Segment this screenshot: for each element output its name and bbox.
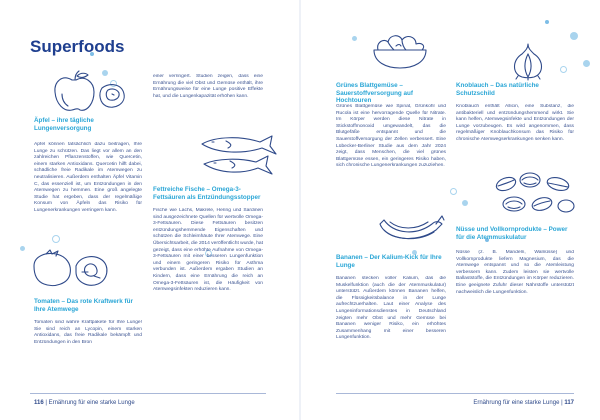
- decor-dot: [560, 66, 567, 73]
- footer-rule-right: [336, 393, 574, 394]
- salad-bowl-icon: [370, 30, 430, 70]
- decor-dot: [583, 60, 590, 67]
- garlic-icon: [506, 40, 550, 80]
- section-heading-gruen: Grünes Blattgemüse – Sauerstoffversorgung auf Hochtouren: [336, 82, 413, 105]
- apple-icon: [52, 70, 130, 114]
- decor-dot: [545, 20, 549, 24]
- footer-separator: |: [561, 400, 565, 406]
- decor-dot: [20, 246, 25, 251]
- bananas-icon: [376, 210, 448, 246]
- section-text-gruen: Grünes Blattgemüse wie Spinat, Grünkohl und Rucola ist eine hervorragende Quelle für Nitrate. Im Körper werden diese Nitrate in Stickstoffmonoxid umgewandelt, das die Blutgefäße entspannt und die Sauerstoffversorgung der Zellen verbessert. Eine Lübecker-Berliner Studie aus dem Jahr 2024 zeigt, dass Menschen, die viel grünes Blattgemüse essen, ein geringeres Risiko haben, sich chronische Lungenerkrankungen zuzuziehen.: [336, 104, 446, 169]
- decor-dot: [462, 200, 468, 206]
- footer-rule-left: [30, 393, 266, 394]
- section-text-knoblauch: Knoblauch enthält Allicin, eine Substanz, die antibakteriell und entzündungshemmend wirkt. Sie kann helfen, Atemwegsinfekte und Entzündungen der Lunge vorzubeugen. Es wird angenommen, dass regelmäßiger Knoblauchkonsum das Risiko für chronische Atemwegserkrankungen senken kann.: [456, 104, 574, 142]
- page-title: Superfoods: [30, 37, 125, 56]
- section-text-tomaten: Tomaten sind wahre Kraftpakete für Ihre Lunge! Sie sind reich an Lycopin, einem starken Antioxidans, das freie Radikale bekämpft und Entzündungen in den Bron: [34, 320, 142, 345]
- section-text-continued: einer verringert. Studien zeigen, dass eine Ernährung die viel Obst und Gemüse enthält, ihre Ernährungsweise für eine Lunge positive Effekte hat, und die Lungenkapazität erhöhen kann.: [153, 74, 263, 99]
- decor-dot: [450, 188, 457, 195]
- section-text-fisch: Fische wie Lachs, Makrele, Hering und Sardinen sind ausgezeichnete Quellen für wertvolle Omega-3-Fettsäuren. Diese Fettsäuren besitzen entzündungshemmende Eigenschaften und schützen die Schleimhäute Ihrer Atemwege. Eine Übersichtsarbeit, die 2014 veröffentlicht wurde, hat gezeigt, dass eine erhöhte Aufnahme von Omega-3-Fettsäuren mit einer besseren Lungenfunktion und einem geringeren Risiko für Asthma verbunden ist. Außerdem ergaben Studien an Kindern, dass eine Ernährung die reich an Omega-3-Fettsäuren ist, die Häufigkeit von Atemwegsinfekten reduzieren kann.: [153, 208, 263, 293]
- section-text-nuesse: Nüsse (z. B. Mandeln, Walnüsse) und Vollkornprodukte liefern Magnesium, das die Atemwege entspannt und so die Atemleistung verbessern kann. Zudem leisten sie wertvolle Ballaststoffe, die Entzündungen im Körper reduzieren. Eine geeignete Zufuhr dieser Nährstoffe unterstützt nachweislich die Lungenfunktion.: [456, 250, 574, 295]
- section-heading-tomaten: Tomaten – Das rote Kraftwerk für Ihre Atemwege: [34, 298, 133, 313]
- fish-icon: [198, 132, 280, 182]
- footer-right: [473, 400, 574, 406]
- footer-separator: |: [45, 400, 49, 406]
- running-title-left: Ernährung für eine starke Lunge: [48, 400, 135, 406]
- section-heading-apfel: Äpfel – ihre tägliche Lungenversorgung: [34, 117, 94, 132]
- section-heading-nuesse: Nüsse und Vollkornprodukte – Power für die Atemmuskulatur: [456, 226, 568, 241]
- section-heading-bananen: Bananen – Der Kalium-Kick für Ihre Lunge: [336, 254, 442, 269]
- footer-left: [34, 400, 135, 406]
- nuts-icon: [492, 170, 578, 216]
- page-gutter: [299, 0, 301, 420]
- decor-dot: [570, 32, 578, 40]
- tomato-icon: [28, 248, 114, 288]
- page-number-left: 116: [34, 400, 44, 406]
- section-text-bananen: Bananen stecken voller Kalium, das die Muskelfunktion (auch die der Atemmuskulatur) unterstützt. Außerdem können Bananen helfen, die Flüssigkeitsbalance in der Lunge aufrechtzuerhalten. Laut einer Analyse des Lungeninformationsdienstes in Deutschland zeigten mehr Obst und mehr Gemüse bei Bananen weniger Risiko, ein erhöhtes Zusammenhang mit einer besseren Lungenfunktion.: [336, 276, 446, 341]
- running-title-right: Ernährung für eine starke Lunge: [473, 400, 560, 406]
- section-heading-knoblauch: Knoblauch – Das natürliche Schutzschild: [456, 82, 539, 97]
- section-heading-fisch: Fettreiche Fische – Omega-3-Fettsäuren als Entzündungsstopper: [153, 186, 261, 201]
- decor-dot: [352, 36, 357, 41]
- page-number-right: 117: [564, 400, 574, 406]
- section-text-apfel: Äpfel können tatsächlich dazu beitragen, Ihre Lunge zu schützen. Das liegt vor allem an den zahlreichen Pflanzenstoffen, wie Quercetin, einem starken Antioxidans. Quercetin hilft dabei, schädliche freie Radikale im Atemwegen zu neutralisieren. Außerdem enthalten Äpfel Vitamin C, das essenziell ist, um Entzündungen in den Atemwegen zu hemmen. Eine groß angelegte Studie hat ergeben, dass der regelmäßige Konsum von Äpfeln das Risiko für Lungenerkrankungen verringern kann.: [34, 142, 142, 213]
